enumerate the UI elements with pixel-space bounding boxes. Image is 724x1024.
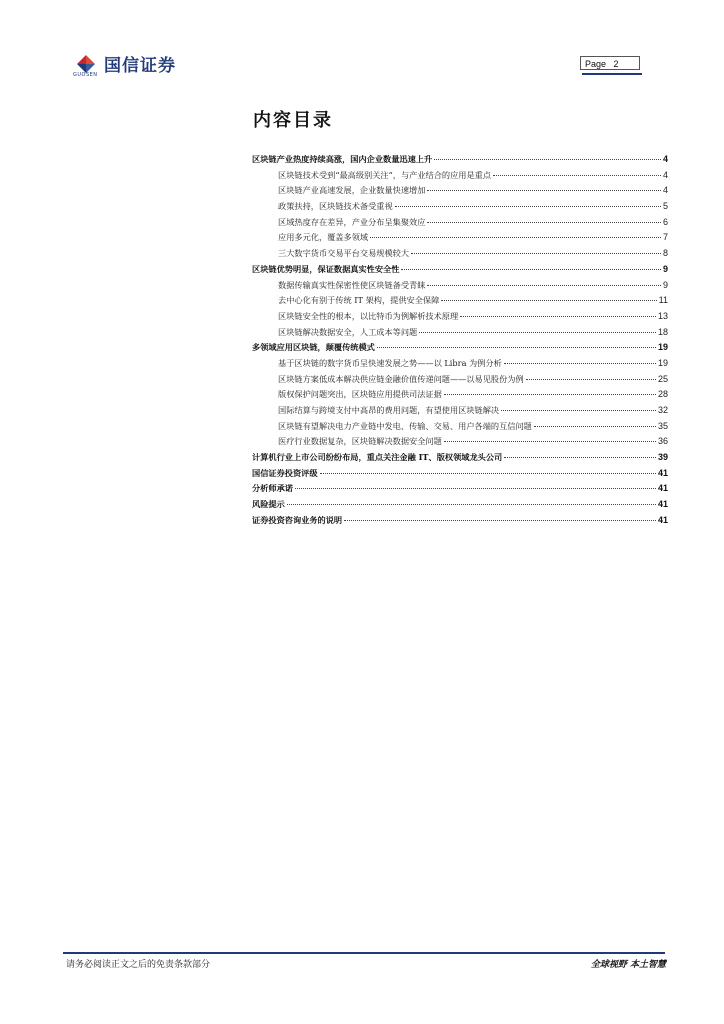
toc-leader-dots [493, 175, 661, 176]
toc-entry-page: 41 [657, 499, 668, 510]
toc-entry-text: 区块链有望解决电力产业链中发电、传输、交易、用户各端的互信问题 [278, 420, 532, 431]
toc-entry-page: 8 [662, 248, 668, 259]
toc-entry-text: 三大数字货币交易平台交易规模较大 [278, 248, 410, 259]
toc-entry-section[interactable] [252, 280, 668, 296]
brand-sub: GUOSEN [73, 72, 98, 78]
toc-leader-dots [460, 316, 656, 317]
toc-entry-section[interactable] [252, 295, 668, 311]
toc-entry-chapter[interactable] [252, 515, 668, 531]
toc-entry-section[interactable] [252, 201, 668, 217]
toc-leader-dots [504, 363, 656, 364]
toc-entry-text: 版权保护问题突出，区块链应用提供司法证据 [278, 389, 442, 400]
toc-leader-dots [427, 222, 661, 223]
toc-leader-dots [411, 253, 661, 254]
toc-entry-text: 区块链方案低成本解决供应链金融价值传递问题——以易见股份为例 [278, 373, 524, 384]
toc-entry-section[interactable] [252, 311, 668, 327]
toc-entry-page: 4 [662, 154, 668, 164]
toc-entry-chapter[interactable] [252, 452, 668, 468]
footer-disclaimer: 请务必阅读正文之后的免责条款部分 [66, 960, 211, 970]
toc-leader-dots [370, 237, 661, 238]
toc-leader-dots [377, 347, 656, 348]
toc-entry-page: 36 [657, 436, 668, 447]
toc-entry-text: 区域热度存在差异，产业分布呈集聚效应 [278, 216, 426, 227]
toc-leader-dots [534, 426, 656, 427]
toc-entry-page: 19 [657, 357, 668, 368]
toc-entry-chapter[interactable] [252, 264, 668, 280]
page-indicator-rule [582, 73, 642, 75]
guosen-logo [73, 50, 176, 76]
toc-leader-dots [344, 520, 656, 521]
toc-entry-section[interactable] [252, 405, 668, 421]
toc-entry-text: 区块链技术受到“最高级别关注”，与产业结合的应用是重点 [278, 169, 492, 180]
toc-entry-section[interactable] [252, 327, 668, 343]
toc-entry-page: 28 [657, 389, 668, 400]
toc-entry-text: 政策扶持，区块链技术备受重视 [278, 201, 393, 212]
toc-entry-text: 数据传输真实性保密性使区块链备受青睐 [278, 279, 426, 290]
toc-entry-chapter[interactable] [252, 342, 668, 358]
toc-entry-section[interactable] [252, 217, 668, 233]
toc-entry-section[interactable] [252, 436, 668, 452]
toc-entry-text: 区块链安全性的根本，以比特币为例解析技术原理 [278, 310, 459, 321]
toc-entry-text: 国际结算与跨境支付中高昂的费用问题，有望使用区块链解决 [278, 405, 500, 415]
toc-entry-page: 5 [662, 201, 668, 212]
toc-leader-dots [320, 473, 656, 474]
toc-entry-page: 9 [662, 263, 668, 274]
toc-entry-page: 41 [657, 514, 668, 525]
toc-entry-text: 医疗行业数据复杂，区块链解决数据安全问题 [278, 436, 442, 447]
toc-entry-section[interactable] [252, 389, 668, 405]
toc-entry-text: 分析师承诺 [252, 483, 293, 494]
toc-leader-dots [419, 332, 656, 333]
toc-leader-dots [295, 488, 656, 489]
toc-entry-text: 区块链产业高速发展，企业数量快速增加 [278, 185, 426, 196]
toc-entry-page: 18 [657, 326, 668, 337]
toc-entry-section[interactable] [252, 374, 668, 390]
toc-entry-section[interactable] [252, 358, 668, 374]
toc-entry-chapter[interactable] [252, 499, 668, 515]
toc-leader-dots [444, 441, 656, 442]
toc-entry-text: 国信证券投资评级 [252, 467, 318, 478]
toc-entry-page: 32 [657, 405, 668, 415]
toc-entry-page: 11 [658, 295, 668, 306]
toc-leader-dots [395, 206, 661, 207]
toc-leader-dots [504, 457, 656, 458]
toc-entry-page: 4 [662, 169, 668, 180]
toc-entry-section[interactable] [252, 170, 668, 186]
toc-leader-dots [427, 190, 661, 191]
toc-entry-text: 区块链产业热度持续高涨，国内企业数量迅速上升 [252, 154, 433, 164]
page-label: Page [585, 59, 607, 69]
toc-entry-page: 41 [657, 483, 668, 494]
toc-entry-text: 计算机行业上市公司纷纷布局，重点关注金融 IT、版权领域龙头公司 [252, 452, 503, 463]
toc-entry-page: 41 [657, 467, 668, 478]
table-of-contents [252, 154, 668, 531]
footer-slogan: 全球视野 本土智慧 [590, 960, 666, 970]
toc-entry-page: 4 [662, 185, 668, 196]
toc-entry-chapter[interactable] [252, 468, 668, 484]
toc-entry-page: 6 [662, 216, 668, 227]
toc-entry-text: 区块链优势明显，保证数据真实性安全性 [252, 263, 400, 274]
toc-entry-section[interactable] [252, 185, 668, 201]
toc-leader-dots [444, 394, 656, 395]
toc-entry-text: 基于区块链的数字货币呈快速发展之势——以 Libra 为例分析 [278, 357, 502, 368]
toc-entry-chapter[interactable] [252, 483, 668, 499]
toc-entry-text: 区块链解决数据安全，人工成本等问题 [278, 326, 418, 337]
toc-entry-text: 应用多元化，覆盖多领域 [278, 232, 369, 243]
toc-title: 内容目录 [253, 110, 333, 131]
toc-leader-dots [501, 410, 656, 411]
toc-leader-dots [434, 159, 661, 160]
toc-entry-section[interactable] [252, 248, 668, 264]
toc-entry-section[interactable] [252, 232, 668, 248]
toc-leader-dots [401, 269, 661, 270]
toc-leader-dots [287, 504, 656, 505]
page-indicator [580, 56, 640, 70]
toc-entry-page: 39 [657, 452, 668, 463]
toc-entry-page: 9 [662, 279, 668, 290]
toc-leader-dots [526, 379, 656, 380]
page-number: 2 [613, 59, 619, 69]
toc-entry-text: 证券投资咨询业务的说明 [252, 514, 343, 525]
toc-entry-text: 风险提示 [252, 499, 285, 510]
toc-leader-dots [427, 285, 661, 286]
toc-entry-page: 19 [657, 342, 668, 353]
toc-entry-text: 多领域应用区块链，颠覆传统模式 [252, 342, 375, 353]
toc-entry-text: 去中心化有别于传统 IT 架构，提供安全保障 [278, 295, 440, 306]
toc-entry-page: 25 [657, 373, 668, 384]
toc-entry-page: 35 [657, 420, 668, 431]
toc-entry-section[interactable] [252, 421, 668, 437]
footer-rule [63, 952, 665, 954]
toc-entry-page: 13 [657, 310, 668, 321]
toc-leader-dots [441, 300, 656, 301]
brand-name: 国信证券 [104, 55, 176, 76]
toc-entry-page: 7 [662, 232, 668, 243]
toc-entry-chapter[interactable] [252, 154, 668, 170]
